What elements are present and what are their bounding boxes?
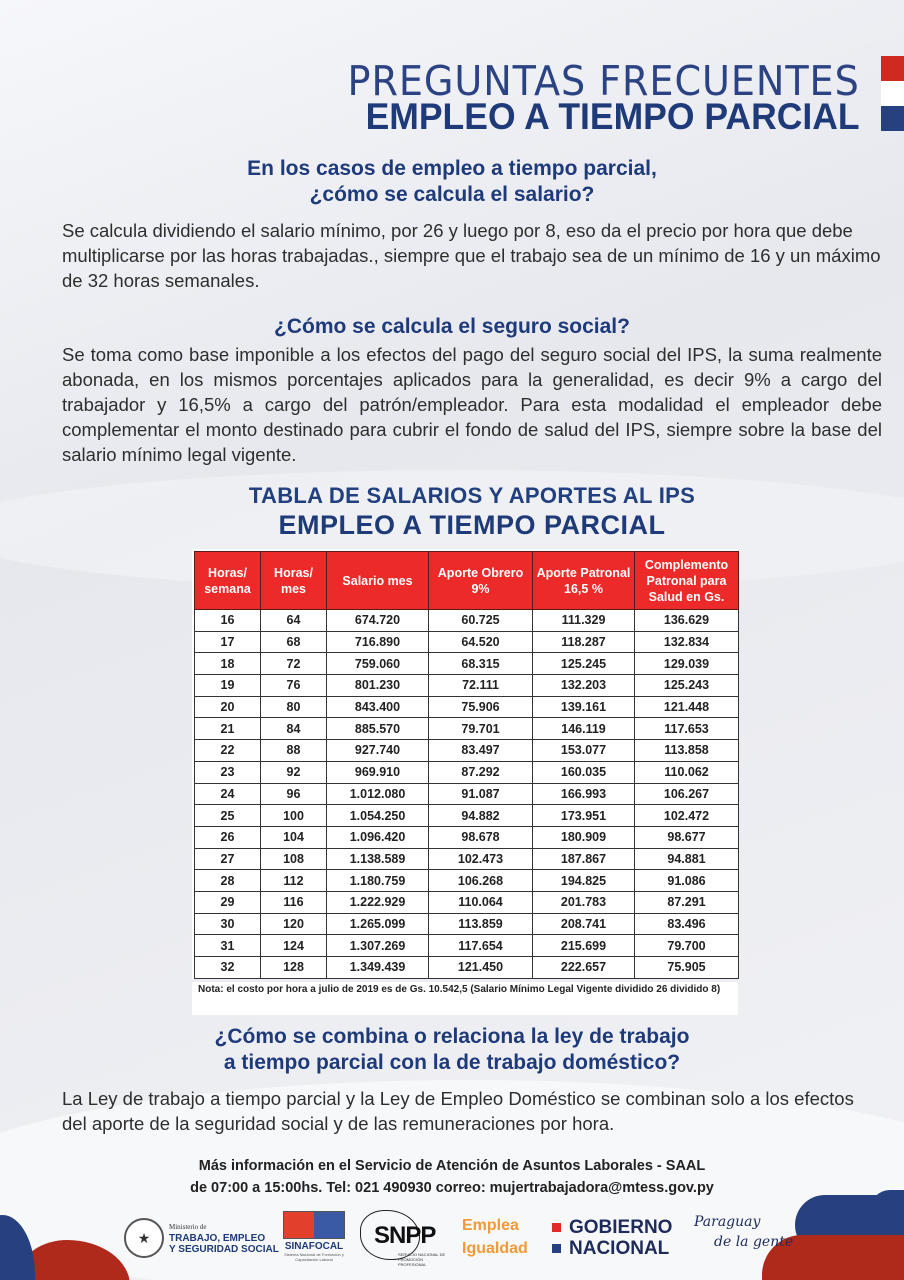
sinafocal-house-chart-icon <box>283 1211 345 1239</box>
table-cell: 22 <box>195 740 261 762</box>
flag-red-stripe <box>881 56 904 81</box>
table-cell: 166.993 <box>533 783 635 805</box>
flag-white-stripe <box>881 81 904 106</box>
ministry-name-line: TRABAJO, EMPLEO <box>169 1233 266 1244</box>
ministry-logo <box>169 1222 279 1255</box>
emplea-igualdad-logo <box>462 1214 528 1260</box>
snpp-subtitle: SERVICIO NACIONAL DE PROMOCIÓN PROFESIONAL <box>398 1252 446 1267</box>
table-row <box>195 957 739 979</box>
paraguay-text: Paraguay <box>694 1214 761 1230</box>
table-cell: 76 <box>261 675 327 697</box>
table-cell: 112 <box>261 870 327 892</box>
table-cell: 60.725 <box>429 610 533 632</box>
table-cell: 72 <box>261 653 327 675</box>
table-cell: 79.701 <box>429 718 533 740</box>
table-row <box>195 761 739 783</box>
table-cell: 18 <box>195 653 261 675</box>
table-row <box>195 913 739 935</box>
table-cell: 187.867 <box>533 848 635 870</box>
contact-info <box>0 1155 904 1199</box>
contact-line: Más información en el Servicio de Atención de Asuntos Laborales - SAAL <box>198 1158 706 1174</box>
table-cell: 23 <box>195 761 261 783</box>
snpp-name: SNPP <box>374 1222 436 1249</box>
table-cell: 194.825 <box>533 870 635 892</box>
table-cell: 17 <box>195 631 261 653</box>
table-cell: 843.400 <box>327 696 429 718</box>
table-cell: 674.720 <box>327 610 429 632</box>
table-cell: 94.881 <box>635 848 739 870</box>
table-cell: 969.910 <box>327 761 429 783</box>
table-cell: 83.496 <box>635 913 739 935</box>
salary-table-container <box>192 549 738 979</box>
column-header: Horas/ semana <box>195 552 261 610</box>
table-cell: 84 <box>261 718 327 740</box>
flag-blue-stripe <box>881 106 904 131</box>
table-cell: 121.450 <box>429 957 533 979</box>
table-row <box>195 848 739 870</box>
paraguay-flag-stripe <box>881 56 904 131</box>
table-cell: 75.906 <box>429 696 533 718</box>
heading-line: ¿Cómo se combina o relaciona la ley de trabajo <box>214 1025 690 1048</box>
table-cell: 83.497 <box>429 740 533 762</box>
table-cell: 87.291 <box>635 891 739 913</box>
table-cell: 68 <box>261 631 327 653</box>
table-cell: 98.677 <box>635 826 739 848</box>
emplea-text: Emplea <box>462 1217 519 1234</box>
table-row <box>195 805 739 827</box>
table-cell: 106.268 <box>429 870 533 892</box>
table-cell: 1.012.080 <box>327 783 429 805</box>
table-cell: 160.035 <box>533 761 635 783</box>
table-cell: 113.858 <box>635 740 739 762</box>
table-cell: 29 <box>195 891 261 913</box>
table-cell: 120 <box>261 913 327 935</box>
ministry-small-text: Ministerio de <box>169 1223 207 1231</box>
table-cell: 1.180.759 <box>327 870 429 892</box>
table-row <box>195 826 739 848</box>
table-cell: 91.087 <box>429 783 533 805</box>
table-cell: 132.834 <box>635 631 739 653</box>
sinafocal-subtitle: Sistema Nacional de Formación y Capacitación Laboral <box>284 1252 344 1262</box>
contact-line: de 07:00 a 15:00hs. Tel: 021 490930 correo: mujertrabajadora@mtess.gov.py <box>190 1180 714 1196</box>
table-cell: 118.287 <box>533 631 635 653</box>
table-cell: 117.653 <box>635 718 739 740</box>
table-header-row <box>195 552 739 610</box>
answer-social-security: Se toma como base imponible a los efectos del pago del seguro social del IPS, la suma realmente abonada, en los mismos porcentajes aplicados para la generalidad, es decir 9% a cargo del trabajador y 16,5% a cargo del patrón/empleador. Para esta modalidad el empleador debe complementar el monto destinado para cubrir el fondo de salud del IPS, siempre sobre la base del salario mínimo legal vigente. <box>62 344 882 465</box>
table-cell: 24 <box>195 783 261 805</box>
column-header: Salario mes <box>327 552 429 610</box>
table-cell: 927.740 <box>327 740 429 762</box>
igualdad-text: Igualdad <box>462 1240 528 1257</box>
paraguay-de-la-gente-logo <box>694 1212 793 1252</box>
table-cell: 1.307.269 <box>327 935 429 957</box>
table-cell: 111.329 <box>533 610 635 632</box>
table-cell: 128 <box>261 957 327 979</box>
table-cell: 1.265.099 <box>327 913 429 935</box>
table-cell: 30 <box>195 913 261 935</box>
table-cell: 136.629 <box>635 610 739 632</box>
table-cell: 96 <box>261 783 327 805</box>
table-cell: 801.230 <box>327 675 429 697</box>
table-title: TABLA DE SALARIOS Y APORTES AL IPS <box>248 483 696 508</box>
table-cell: 98.678 <box>429 826 533 848</box>
heading-line: ¿cómo se calcula el salario? <box>309 183 595 206</box>
table-cell: 124 <box>261 935 327 957</box>
table-row <box>195 891 739 913</box>
table-cell: 146.119 <box>533 718 635 740</box>
table-cell: 91.086 <box>635 870 739 892</box>
table-cell: 121.448 <box>635 696 739 718</box>
table-cell: 94.882 <box>429 805 533 827</box>
gobierno-text: GOBIERNO <box>569 1217 673 1238</box>
table-cell: 106.267 <box>635 783 739 805</box>
salary-table <box>194 551 739 979</box>
table-cell: 79.700 <box>635 935 739 957</box>
table-cell: 113.859 <box>429 913 533 935</box>
table-cell: 16 <box>195 610 261 632</box>
table-cell: 110.064 <box>429 891 533 913</box>
table-cell: 108 <box>261 848 327 870</box>
table-cell: 117.654 <box>429 935 533 957</box>
table-cell: 87.292 <box>429 761 533 783</box>
table-cell: 180.909 <box>533 826 635 848</box>
table-cell: 72.111 <box>429 675 533 697</box>
table-cell: 116 <box>261 891 327 913</box>
question-heading-domestic-work <box>0 1024 904 1076</box>
heading-line: a tiempo parcial con la de trabajo doméstico? <box>223 1051 681 1074</box>
page-title-light: PREGUNTAS FRECUENTES <box>347 57 860 105</box>
table-cell: 129.039 <box>635 653 739 675</box>
column-header: Aporte Patronal 16,5 % <box>533 552 635 610</box>
table-subtitle: EMPLEO A TIEMPO PARCIAL <box>278 510 666 540</box>
ministry-name-line: Y SEGURIDAD SOCIAL <box>169 1244 279 1255</box>
table-row <box>195 935 739 957</box>
table-row <box>195 696 739 718</box>
table-cell: 102.472 <box>635 805 739 827</box>
nacional-text: NACIONAL <box>569 1238 670 1259</box>
table-cell: 1.096.420 <box>327 826 429 848</box>
table-cell: 208.741 <box>533 913 635 935</box>
table-row <box>195 870 739 892</box>
table-cell: 759.060 <box>327 653 429 675</box>
table-row <box>195 631 739 653</box>
table-cell: 716.890 <box>327 631 429 653</box>
table-cell: 26 <box>195 826 261 848</box>
table-cell: 1.349.439 <box>327 957 429 979</box>
column-header: Horas/ mes <box>261 552 327 610</box>
table-cell: 64.520 <box>429 631 533 653</box>
table-cell: 68.315 <box>429 653 533 675</box>
table-cell: 215.699 <box>533 935 635 957</box>
blue-square-icon <box>552 1244 561 1253</box>
table-cell: 32 <box>195 957 261 979</box>
table-cell: 173.951 <box>533 805 635 827</box>
answer-domestic-work: La Ley de trabajo a tiempo parcial y la Ley de Empleo Doméstico se combinan solo a los efectos del aporte de la seguridad social y de las remuneraciones por hora. <box>62 1088 854 1134</box>
table-cell: 19 <box>195 675 261 697</box>
table-cell: 28 <box>195 870 261 892</box>
table-cell: 92 <box>261 761 327 783</box>
sinafocal-name: SINAFOCAL <box>284 1241 344 1252</box>
table-row <box>195 675 739 697</box>
table-cell: 20 <box>195 696 261 718</box>
table-row <box>195 610 739 632</box>
table-cell: 1.138.589 <box>327 848 429 870</box>
table-cell: 1.054.250 <box>327 805 429 827</box>
table-row <box>195 653 739 675</box>
table-cell: 88 <box>261 740 327 762</box>
snpp-logo <box>358 1208 453 1266</box>
table-cell: 21 <box>195 718 261 740</box>
question-heading-salary <box>0 156 904 208</box>
table-row <box>195 718 739 740</box>
table-cell: 64 <box>261 610 327 632</box>
table-cell: 100 <box>261 805 327 827</box>
table-cell: 132.203 <box>533 675 635 697</box>
column-header: Complemento Patronal para Salud en Gs. <box>635 552 739 610</box>
table-cell: 104 <box>261 826 327 848</box>
table-cell: 153.077 <box>533 740 635 762</box>
table-cell: 75.905 <box>635 957 739 979</box>
table-cell: 125.245 <box>533 653 635 675</box>
table-cell: 222.657 <box>533 957 635 979</box>
table-cell: 1.222.929 <box>327 891 429 913</box>
red-square-icon <box>552 1223 561 1232</box>
table-cell: 80 <box>261 696 327 718</box>
question-heading-social-security: ¿Cómo se calcula el seguro social? <box>274 315 630 338</box>
answer-salary: Se calcula dividiendo el salario mínimo, por 26 y luego por 8, eso da el precio por hora que debe multiplicarse por las horas trabajadas., siempre que el trabajo sea de un mínimo de 16 y un máximo de 32 horas semanales. <box>62 220 881 291</box>
column-header: Aporte Obrero 9% <box>429 552 533 610</box>
sinafocal-logo <box>283 1211 345 1266</box>
page-title-bold: EMPLEO A TIEMPO PARCIAL <box>365 96 860 137</box>
table-cell: 110.062 <box>635 761 739 783</box>
national-seal-icon: ★ <box>124 1218 164 1258</box>
table-cell: 139.161 <box>533 696 635 718</box>
table-row <box>195 783 739 805</box>
table-cell: 27 <box>195 848 261 870</box>
table-cell: 25 <box>195 805 261 827</box>
table-note: Nota: el costo por hora a julio de 2019 es de Gs. 10.542,5 (Salario Mínimo Legal Vigente dividido 26 dividido 8) <box>192 982 738 1015</box>
de-la-gente-text: de la gente <box>714 1234 794 1250</box>
gobierno-nacional-logo <box>552 1217 672 1259</box>
table-cell: 102.473 <box>429 848 533 870</box>
table-body <box>195 610 739 979</box>
table-cell: 31 <box>195 935 261 957</box>
table-cell: 125.243 <box>635 675 739 697</box>
table-cell: 201.783 <box>533 891 635 913</box>
table-cell: 885.570 <box>327 718 429 740</box>
table-row <box>195 740 739 762</box>
heading-line: En los casos de empleo a tiempo parcial, <box>247 157 657 180</box>
